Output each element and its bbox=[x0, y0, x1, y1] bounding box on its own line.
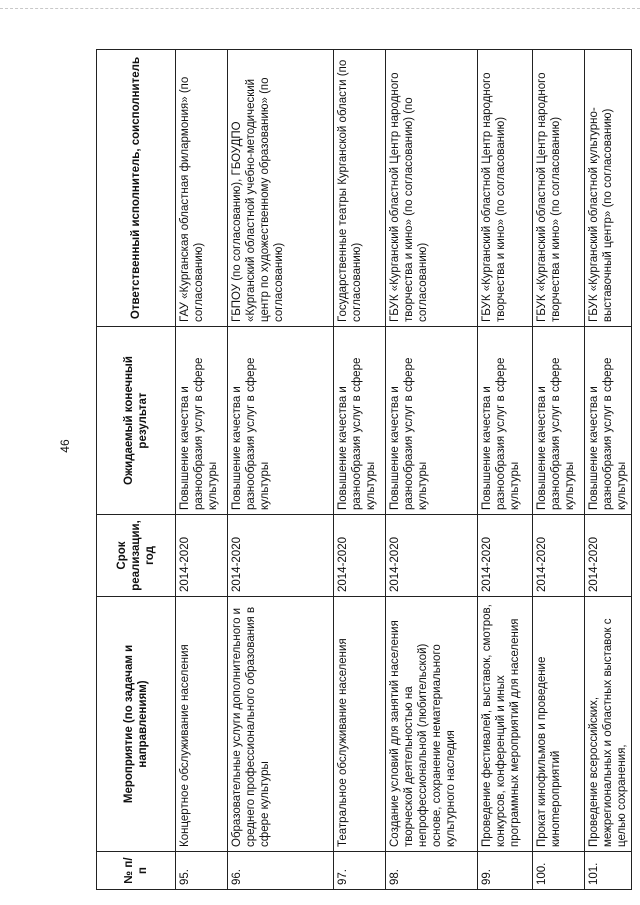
row-executor: ГБУК «Курганский областной Центр народного творчества и кино» (по согласованию) bbox=[478, 50, 533, 327]
scan-artifact-line bbox=[0, 8, 640, 9]
row-activity: Образовательные услуги дополнительного и среднего профессионального образования в сфере культуры bbox=[228, 597, 334, 852]
table-row bbox=[533, 50, 585, 890]
row-executor: ГБУК «Курганский областной культурно-выставочный центр» (по согласованию) bbox=[585, 50, 632, 327]
row-number: 100. bbox=[533, 852, 585, 890]
row-number: 96. bbox=[228, 852, 334, 890]
row-number: 95. bbox=[176, 852, 228, 890]
row-activity: Прокат кинофильмов и проведение кинomероприятий bbox=[533, 597, 585, 852]
table-row bbox=[176, 50, 228, 890]
row-activity: Проведение фестивалей, выставок, смотров, конкурсов, конференций и иных программных мероприятий для населения bbox=[478, 597, 533, 852]
page-number: 46 bbox=[58, 439, 72, 453]
row-executor: ГАУ «Курганская областная филармония» (по согласованию) bbox=[176, 50, 228, 327]
header-executor: Ответственный исполнитель, соисполнитель bbox=[97, 50, 176, 327]
row-activity: Создание условий для занятий населения творческой деятельностью на непрофессиональной (любительской) основе, сохранение нематериального культурного наследия bbox=[386, 597, 478, 852]
row-executor: ГБПОУ (по согласованию), ГБОУДПО «Курганский областной учебно-методический центр по художественному образованию» (по согласованию) bbox=[228, 50, 334, 327]
table-row bbox=[334, 50, 386, 890]
row-result: Повышение качества и разнообразия услуг в сфере культуры bbox=[228, 327, 334, 515]
row-number: 98. bbox=[386, 852, 478, 890]
row-period: 2014-2020 bbox=[478, 515, 533, 597]
row-result: Повышение качества и разнообразия услуг в сфере культуры bbox=[176, 327, 228, 515]
row-result: Повышение качества и разнообразия услуг в сфере культуры bbox=[585, 327, 632, 515]
row-activity: Театральное обслуживание населения bbox=[334, 597, 386, 852]
row-result: Повышение качества и разнообразия услуг в сфере культуры bbox=[478, 327, 533, 515]
row-activity: Проведение всероссийских, межрегиональных и областных выставок с целью сохранения, bbox=[585, 597, 632, 852]
row-number: 101. bbox=[585, 852, 632, 890]
row-period: 2014-2020 bbox=[585, 515, 632, 597]
row-result: Повышение качества и разнообразия услуг в сфере культуры bbox=[386, 327, 478, 515]
header-activity: Мероприятие (по задачам и направлениям) bbox=[97, 597, 176, 852]
table-row bbox=[386, 50, 478, 890]
row-executor: ГБУК «Курганский областной Центр народного творчества и кино» (по согласованию) (по согласованию) bbox=[386, 50, 478, 327]
table-row bbox=[478, 50, 533, 890]
header-period: Срок реализации, год bbox=[97, 515, 176, 597]
rotated-table-container bbox=[96, 50, 629, 890]
program-activities-table bbox=[96, 49, 632, 890]
row-period: 2014-2020 bbox=[533, 515, 585, 597]
row-period: 2014-2020 bbox=[386, 515, 478, 597]
table-header-row bbox=[97, 50, 176, 890]
row-number: 97. bbox=[334, 852, 386, 890]
document-page bbox=[96, 50, 629, 890]
row-executor: Государственные театры Курганской области (по согласованию) bbox=[334, 50, 386, 327]
row-executor: ГБУК «Курганский областной Центр народного творчества и кино» (по согласованию) bbox=[533, 50, 585, 327]
row-period: 2014-2020 bbox=[228, 515, 334, 597]
table-row bbox=[585, 50, 632, 890]
row-activity: Концертное обслуживание населения bbox=[176, 597, 228, 852]
row-result: Повышение качества и разнообразия услуг в сфере культуры bbox=[334, 327, 386, 515]
row-period: 2014-2020 bbox=[176, 515, 228, 597]
header-result: Ожидаемый конечный результат bbox=[97, 327, 176, 515]
header-number: № п/п bbox=[97, 852, 176, 890]
table-row bbox=[228, 50, 334, 890]
row-number: 99. bbox=[478, 852, 533, 890]
row-period: 2014-2020 bbox=[334, 515, 386, 597]
row-result: Повышение качества и разнообразия услуг в сфере культуры bbox=[533, 327, 585, 515]
